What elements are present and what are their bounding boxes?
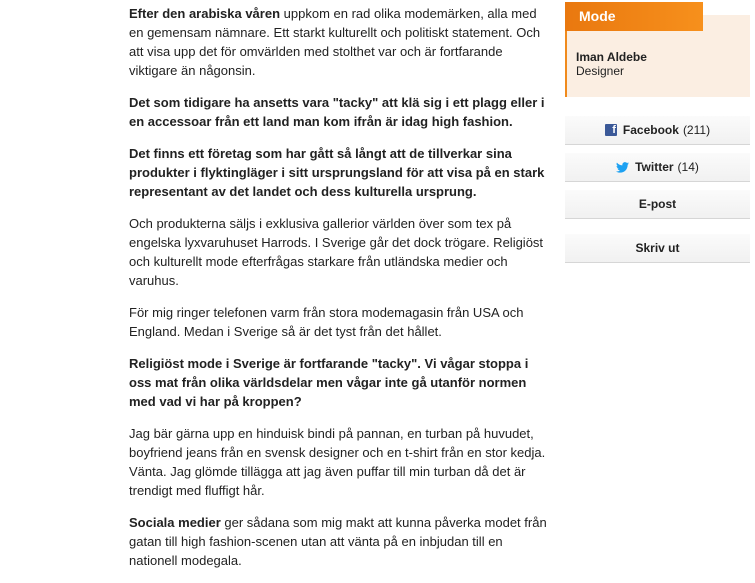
print-button[interactable] bbox=[565, 234, 750, 263]
article-paragraph: Det som tidigare ha ansetts vara "tacky" att klä sig i ett plagg eller i en accessoar från ett land man kom ifrån är idag high fashion. bbox=[129, 95, 545, 129]
sidebar bbox=[565, 0, 750, 255]
facebook-share-button[interactable] bbox=[565, 116, 750, 145]
author-role: Designer bbox=[576, 64, 625, 78]
facebook-label: Facebook bbox=[622, 123, 679, 137]
article-paragraph: För mig ringer telefonen varm från stora modemagasin från USA och England. Medan i Sverige så är det tyst från det hållet. bbox=[129, 305, 524, 339]
author-name[interactable]: Iman Aldebe bbox=[576, 50, 647, 64]
email-share-button[interactable] bbox=[565, 190, 750, 219]
twitter-share-button[interactable] bbox=[565, 153, 750, 182]
article-paragraph: Sociala medier ger sådana som mig makt att kunna påverka modet från gatan till high fashion-scenen utan att vänta på en inbjudan till en nationell modegala. bbox=[129, 515, 547, 568]
facebook-count: (211) bbox=[682, 123, 711, 137]
article-body bbox=[129, 4, 554, 583]
author-info bbox=[576, 50, 647, 78]
category-tab[interactable]: Mode bbox=[565, 2, 703, 31]
article-paragraph: Jag bär gärna upp en hinduisk bindi på pannan, en turban på huvudet, boyfriend jeans från en svensk designer och en t-shirt från en stor kedja. Vänta. Jag glömde tillägga att jag även puffar till min turban då det är trendigt med fluffigt hår. bbox=[129, 426, 546, 498]
article-paragraph: Efter den arabiska våren uppkom en rad olika modemärken, alla med en gemensam nämnare. Ett starkt kulturellt och politiskt statement. Och att visa upp det för omvärlden med stolthet var och är fortfarande viktigare än någonsin. bbox=[129, 6, 541, 78]
twitter-count: (14) bbox=[677, 160, 699, 174]
email-label: E-post bbox=[638, 197, 677, 211]
author-box bbox=[565, 0, 750, 97]
facebook-icon: f bbox=[605, 124, 617, 136]
article-paragraph: Religiöst mode i Sverige är fortfarande "tacky". Vi vågar stoppa i oss mat från olika världsdelar men vågar inte gå utanför normen med vad vi har på kroppen? bbox=[129, 356, 529, 409]
article-paragraph: Det finns ett företag som har gått så långt att de tillverkar sina produkter i flyktingläger i sitt ursprungsland för att visa på en stark representant av det landet och dess kulturella ursprung. bbox=[129, 146, 545, 199]
article-paragraph: Och produkterna säljs i exklusiva gallerior världen över som tex på engelska lyxvaruhuset Harrods. I Sverige går det dock trögare. Religiöst och kulturellt mode efterfrågas starkare från utländska medier och varuhus. bbox=[129, 216, 544, 288]
twitter-icon bbox=[616, 162, 629, 173]
twitter-label: Twitter bbox=[635, 160, 674, 174]
print-label: Skriv ut bbox=[635, 241, 680, 255]
